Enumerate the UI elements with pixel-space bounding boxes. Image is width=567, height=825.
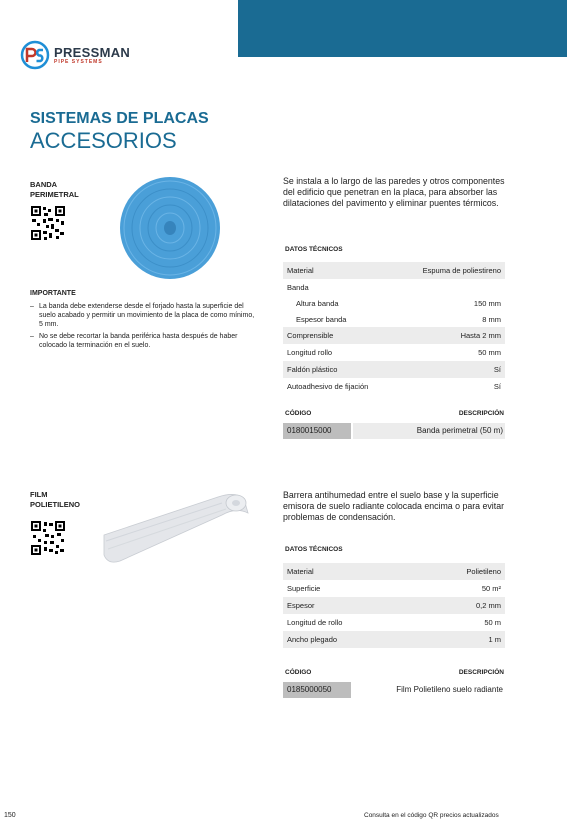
- pressman-logo: [20, 40, 130, 70]
- table-row: [283, 311, 505, 327]
- table-row: [283, 563, 505, 580]
- spec-value: 50 m: [484, 618, 501, 627]
- table-row: [283, 378, 505, 395]
- code-header-label: CÓDIGO: [285, 669, 312, 676]
- product-description-film: Barrera antihumedad entre el suelo base y la superficie emisora de suelo radiante colocada encima o para evitar problemas de condensación.: [283, 490, 505, 522]
- code-header-film: [285, 669, 504, 676]
- spec-value: 8 mm: [482, 314, 501, 324]
- spec-key: Longitud rollo: [287, 348, 333, 357]
- footer-note: Consulta en el código QR precios actualizados: [364, 812, 499, 819]
- specs-title: DATOS TÉCNICOS: [285, 546, 343, 553]
- spec-key: Material: [283, 563, 416, 580]
- product-description-banda: Se instala a lo largo de las paredes y otros componentes del edificio que penetran en la placa, para absorber las dilataciones del pavimento y eliminar puentes térmicos.: [283, 176, 505, 208]
- banda-perimetral-image: [118, 170, 222, 280]
- table-row: [283, 344, 505, 361]
- spec-key: Comprensible: [283, 327, 396, 344]
- brand-name: PRESSMAN: [54, 44, 131, 60]
- table-row: [283, 262, 505, 279]
- table-row: [283, 295, 505, 311]
- table-row: [283, 614, 505, 631]
- spec-value: Polietileno: [416, 563, 505, 580]
- spec-value: 50 mm: [478, 348, 501, 357]
- important-title: IMPORTANTE: [30, 290, 76, 297]
- table-row: [283, 361, 505, 378]
- table-row: [283, 597, 505, 614]
- product-label-banda: BANDA PERIMETRAL: [30, 180, 79, 199]
- specs-table-film: [283, 563, 505, 648]
- specs-table-banda: [283, 262, 505, 395]
- section-subtitle: ACCESORIOS: [30, 128, 177, 153]
- qr-code-icon[interactable]: [30, 205, 66, 241]
- spec-key: Banda: [287, 282, 309, 292]
- brand-tagline: PIPE SYSTEMS: [54, 58, 103, 65]
- table-row: [283, 279, 505, 295]
- description-header-label: DESCRIPCIÓN: [458, 669, 504, 676]
- description-header-label: DESCRIPCIÓN: [458, 410, 504, 417]
- product-code: 0180015000: [283, 423, 351, 439]
- product-code: 0185000050: [283, 682, 351, 698]
- table-row: [283, 580, 505, 597]
- spec-key: Superficie: [287, 584, 321, 593]
- spec-value: [396, 279, 505, 295]
- product-label-film: FILM POLIETILENO: [30, 490, 81, 509]
- qr-code-icon[interactable]: [30, 520, 66, 556]
- code-header-label: CÓDIGO: [285, 410, 312, 417]
- spec-key: Longitud de rollo: [287, 618, 343, 627]
- spec-key: Ancho plegado: [283, 631, 416, 648]
- spec-value: Hasta 2 mm: [396, 327, 505, 344]
- product-code-description: Film Polietileno suelo radiante: [396, 685, 503, 694]
- page-number: 150: [4, 812, 16, 819]
- spec-key: Espesor: [283, 597, 416, 614]
- spec-key: Altura banda: [296, 298, 339, 308]
- important-list: [30, 302, 255, 353]
- spec-value: 50 m²: [481, 584, 501, 593]
- table-row: [283, 327, 505, 344]
- pressman-logo-icon: [20, 40, 50, 70]
- spec-value: 150 mm: [473, 298, 501, 308]
- spec-value: 0,2 mm: [416, 597, 505, 614]
- code-row-banda: [283, 423, 505, 439]
- product-code-description: Banda perimetral (50 m): [353, 423, 505, 439]
- spec-key: Autoadhesivo de fijación: [287, 382, 369, 391]
- spec-value: Sí: [493, 382, 501, 391]
- section-title: SISTEMAS DE PLACAS: [30, 110, 209, 127]
- header-bar: [238, 0, 567, 57]
- film-polietileno-image: [98, 485, 250, 577]
- spec-key: Faldón plástico: [283, 361, 396, 378]
- spec-key: Espesor banda: [296, 314, 347, 324]
- spec-value: Espuma de poliestireno: [396, 262, 505, 279]
- list-item: – La banda debe extenderse desde el forjado hasta la superficie del suelo acabado y permitir un movimiento de la placa de como mínimo, 5 mm.: [30, 302, 255, 329]
- list-item: – No se debe recortar la banda periférica hasta después de haber colocado la terminación en el suelo.: [30, 332, 255, 350]
- specs-title: DATOS TÉCNICOS: [285, 246, 343, 253]
- code-header-banda: [285, 410, 504, 417]
- spec-value: 1 m: [416, 631, 505, 648]
- spec-value: Sí: [396, 361, 505, 378]
- code-row-film: [283, 682, 505, 698]
- spec-key: Material: [283, 262, 396, 279]
- table-row: [283, 631, 505, 648]
